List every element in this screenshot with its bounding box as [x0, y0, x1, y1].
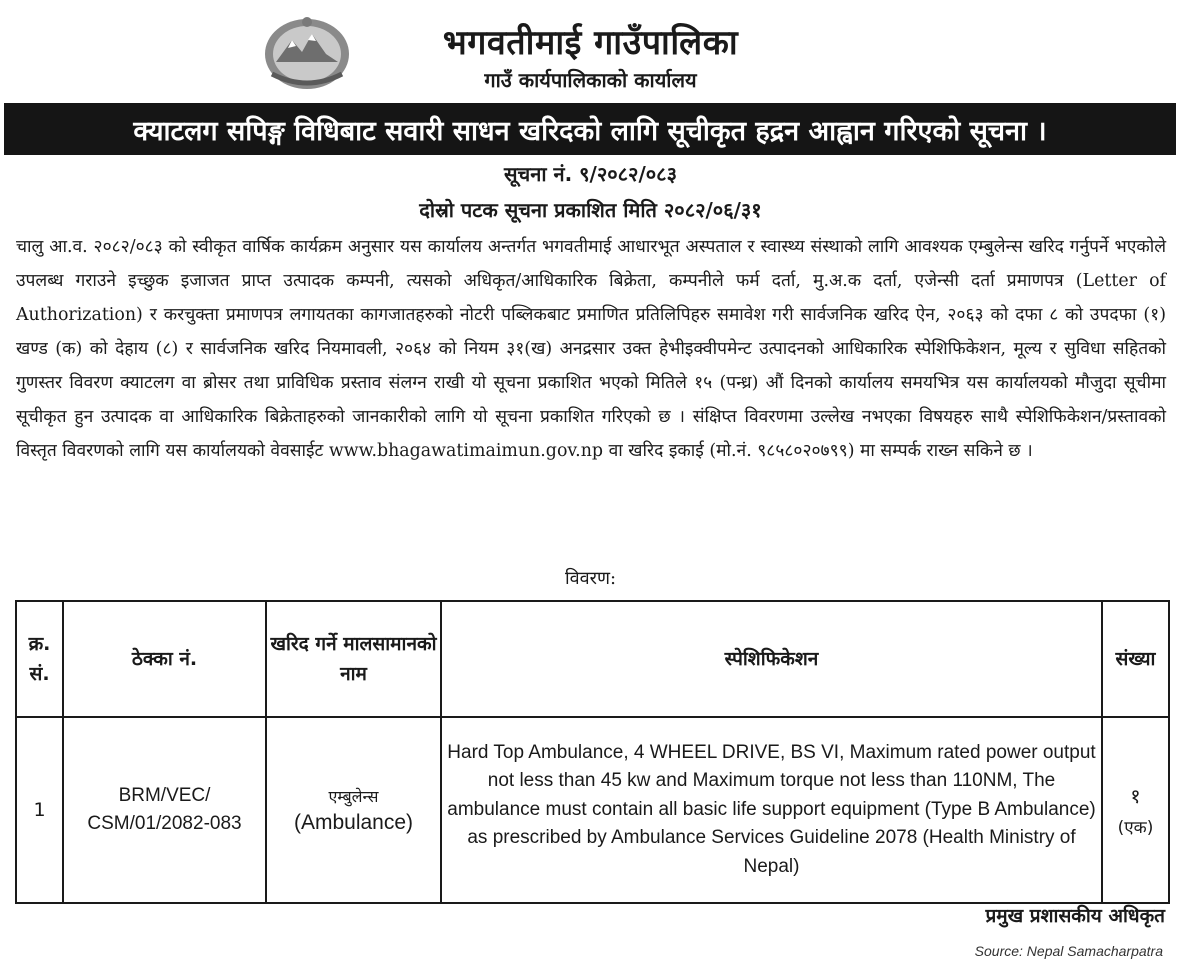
header-serial: क्र. सं. — [16, 601, 63, 717]
header-item-name: खरिद गर्ने मालसामानको नाम — [266, 601, 441, 717]
signature-title: प्रमुख प्रशासकीय अधिकृत — [985, 905, 1165, 927]
quantity-word: (एक) — [1117, 818, 1154, 838]
notice-title: क्याटलग सपिङ्ग विधिबाट सवारी साधन खरिदको लागि सूचीकृत हद्रन आह्वान गरिएको सूचना । — [133, 115, 1047, 147]
item-name-english: (Ambulance) — [293, 811, 414, 834]
office-name: गाउँ कार्यपालिकाको कार्यालय — [484, 68, 697, 92]
header-specification: स्पेशिफिकेशन — [441, 601, 1102, 717]
table-header-row — [16, 601, 1169, 717]
org-name: भगवतीमाई गाउँपालिका — [442, 23, 739, 63]
cell-item-name — [266, 717, 441, 903]
details-heading: विवरण: — [564, 568, 617, 589]
cell-specification: Hard Top Ambulance, 4 WHEEL DRIVE, BS VI, Maximum rated power output not less than 45 kw and Maximum torque not less than 110NM, The ambulance must contain all basic life support equipment (Type B Ambulance) as prescribed by Ambulance Services Guideline 2078 (Health Ministry of Nepal) — [441, 717, 1102, 903]
notice-title-banner — [4, 103, 1176, 155]
publish-date: दोस्रो पटक सूचना प्रकाशित मिति २०८२/०६/३१ — [419, 198, 762, 222]
table-row — [16, 717, 1169, 903]
item-table — [15, 600, 1170, 904]
cell-contract-no: BRM/VEC/ CSM/01/2082-083 — [63, 717, 266, 903]
notice-number: सूचना नं. ९/२०८२/०८३ — [504, 162, 677, 186]
quantity-number: १ — [1130, 784, 1141, 808]
header-quantity: संख्या — [1102, 601, 1169, 717]
item-name-nepali: एम्बुलेन्स — [328, 787, 379, 806]
header-contract-no: ठेक्का नं. — [63, 601, 266, 717]
cell-serial: 1 — [16, 717, 63, 903]
notice-body: चालु आ.व. २०८२/०८३ को स्वीकृत वार्षिक कार्यक्रम अनुसार यस कार्यालय अन्तर्गत भगवतीमाई आधारभूत अस्पताल र स्वास्थ्य संस्थाको लागि आवश्यक एम्बुलेन्स खरिद गर्नुपर्ने भएकोले उपलब्ध गराउने इच्छुक इजाजत प्राप्त उत्पादक कम्पनी, त्यसको अधिकृत/आधिकारिक बिक्रेता, कम्पनीले फर्म दर्ता, मु.अ.क दर्ता, एजेन्सी दर्ता प्रमाणपत्र (Letter of Authorization) र करचुक्ता प्रमाणपत्र लगायतका कागजातहरुको नोटरी पब्लिकबाट प्रमाणित प्रतिलिपिहरु समावेश गरी सार्वजनिक खरिद ऐन, २०६३ को दफा ८ को उपदफा (१) खण्ड (क) को देहाय (८) र सार्वजनिक खरिद नियमावली, २०६४ को नियम ३१(ख) अनद्रसार उक्त हेभीइक्वीपमेन्ट उत्पादनको आधिकारिक स्पेशिफिकेशन, मूल्य र सुविधा सहितको गुणस्तर विवरण क्याटलग वा ब्रोसर तथा प्राविधिक प्रस्ताव संलग्न राखी यो सूचना प्रकाशित भएको मितिले १५ (पन्ध्र) औं दिनको कार्यालय समयभित्र यस कार्यालयको मौजुदा सूचीमा सूचीकृत हुन उत्पादक वा आधिकारिक बिक्रेताहरुको जानकारीको लागि यो सूचना प्रकाशित गरिएको छ । संक्षिप्त विवरणमा उल्लेख नभएका विषयहरु साथै स्पेशिफिकेशन/प्रस्तावको विस्तृत विवरणको लागि यस कार्यालयको वेवसाईट www.bhagawatimaimun.gov.np वा खरिद इकाई (मो.नं. ९८५८०२०७९९) मा सम्पर्क राख्न सकिने छ । — [16, 237, 1166, 461]
cell-quantity — [1102, 717, 1169, 903]
source-credit: Source: Nepal Samacharpatra — [974, 943, 1163, 959]
